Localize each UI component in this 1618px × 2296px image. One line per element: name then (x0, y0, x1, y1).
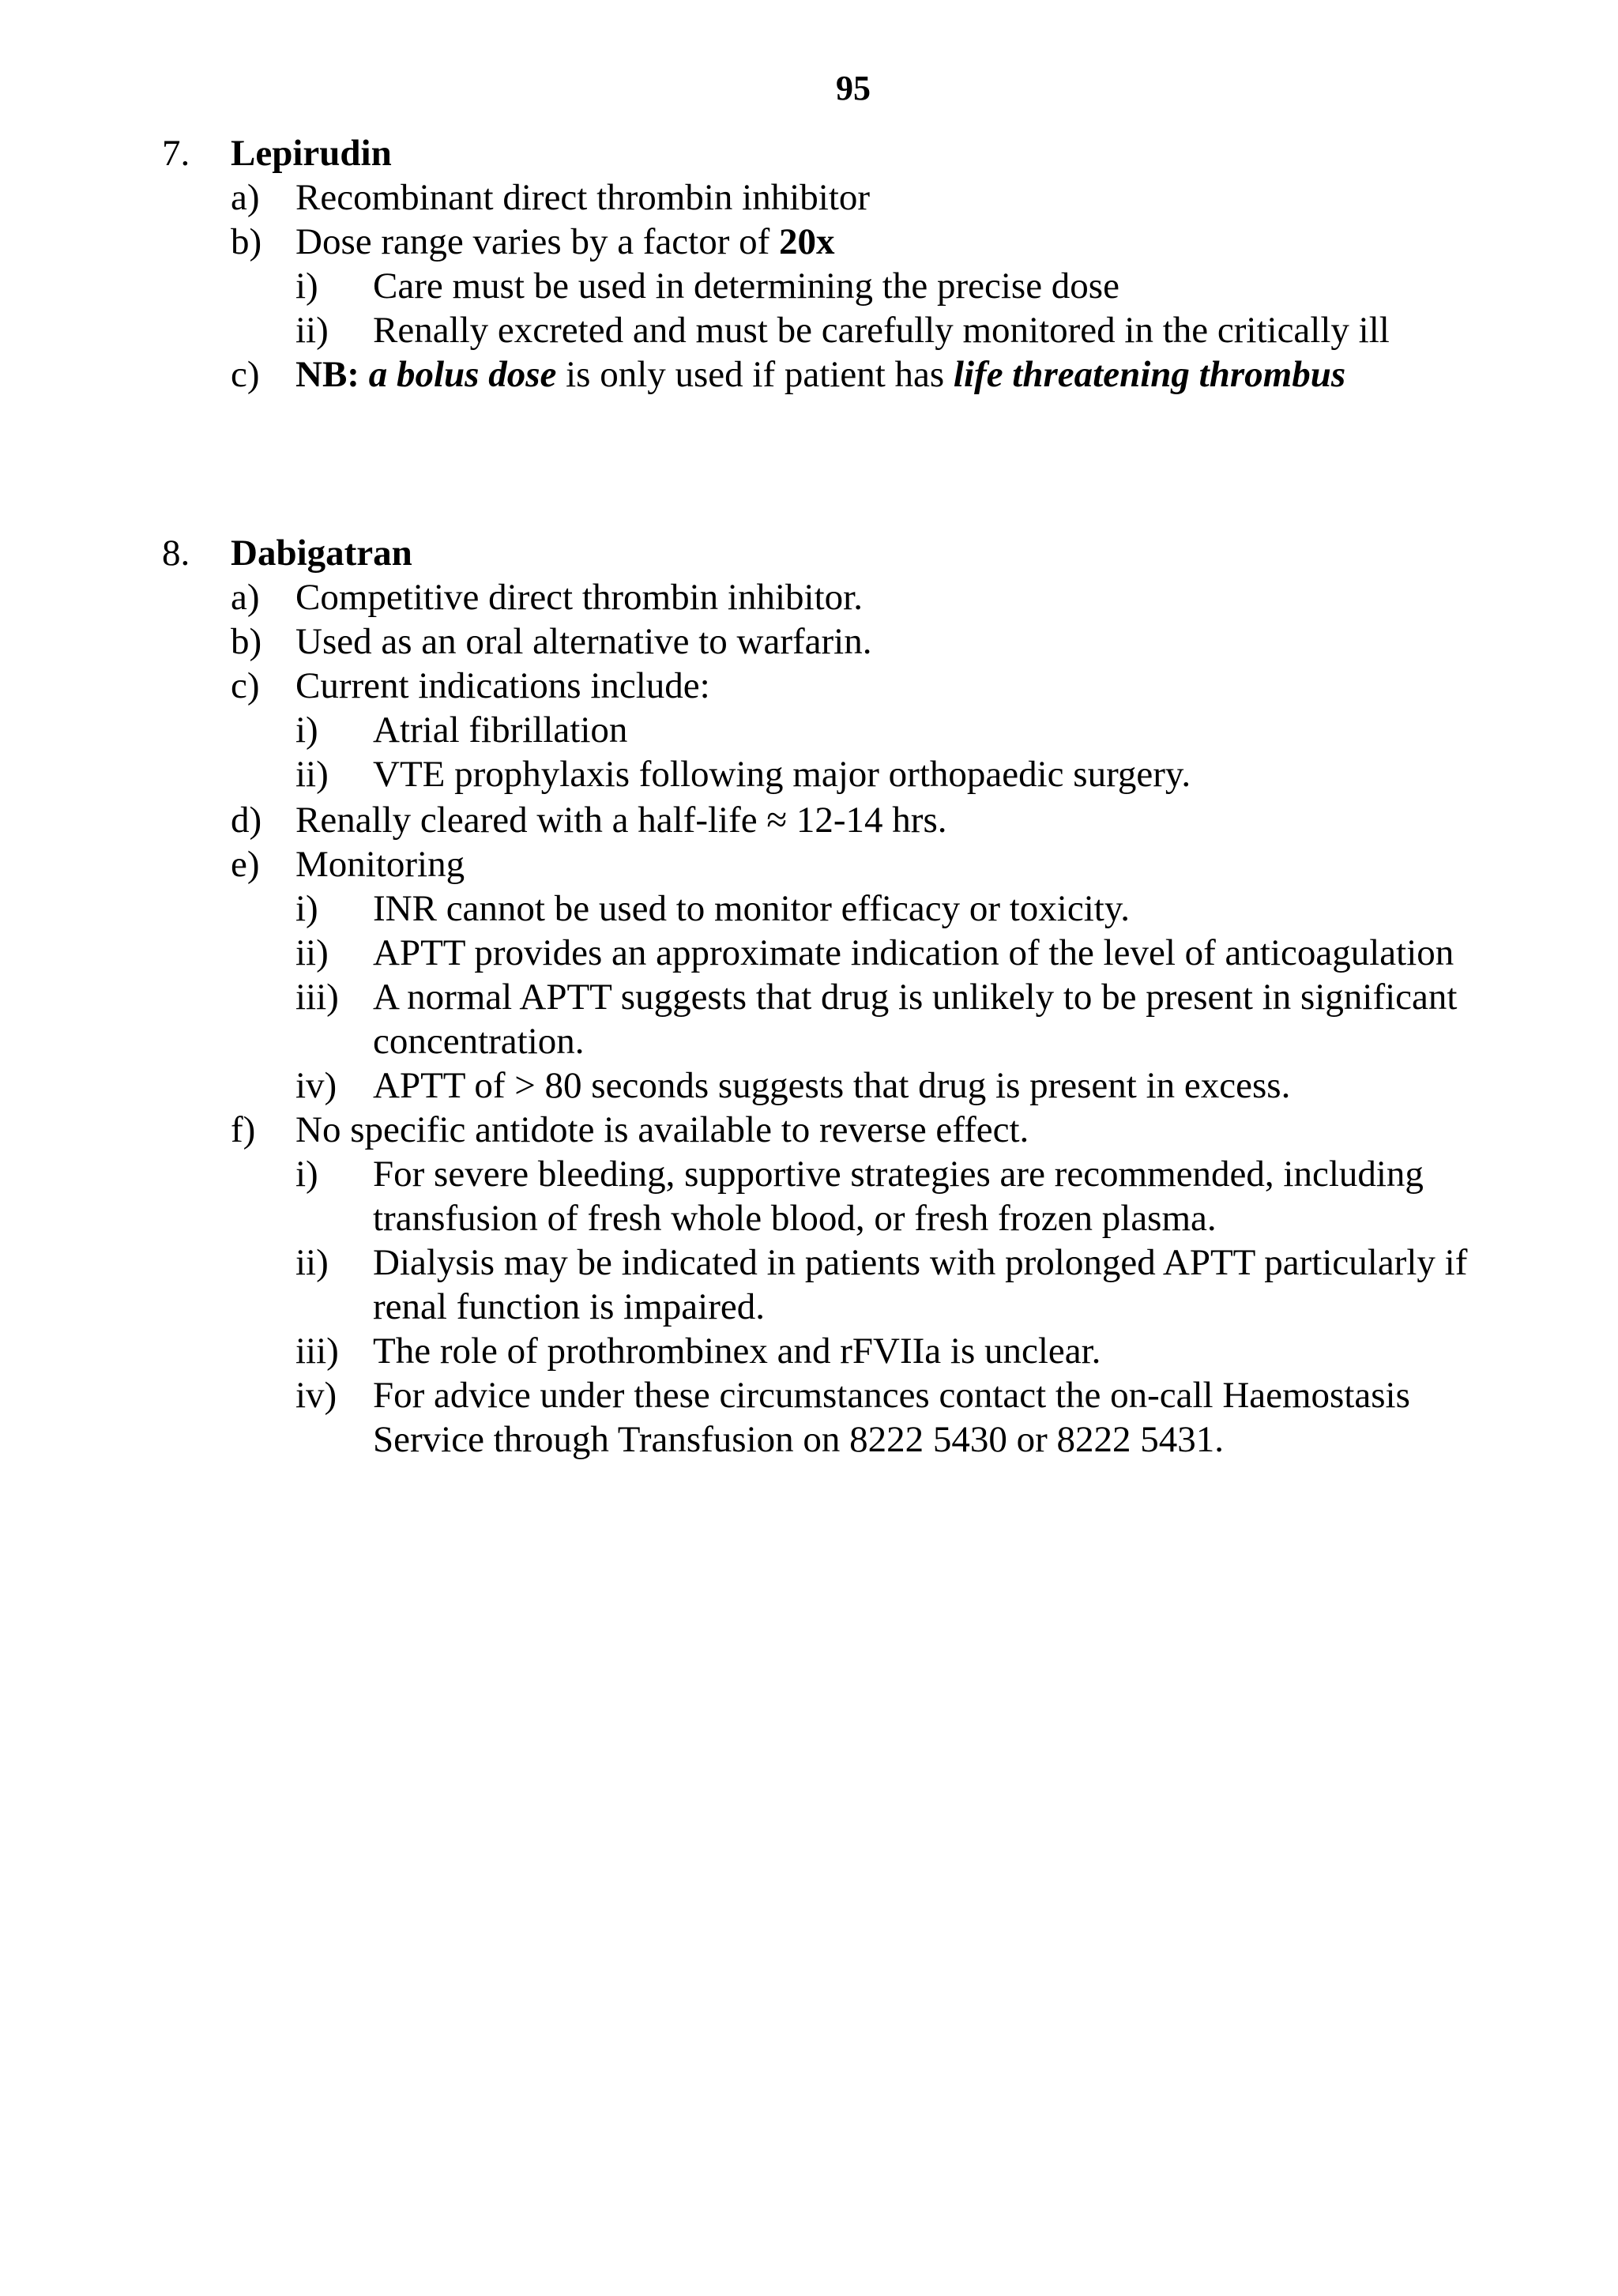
item-text-plain: Dose range varies by a factor of (295, 221, 780, 262)
subitem-text: APTT of > 80 seconds suggests that drug is present in excess. (373, 1065, 1291, 1106)
subitem-text: The role of prothrombinex and rFVIIa is unclear. (373, 1331, 1101, 1372)
item-label: d) (231, 800, 262, 841)
subitem-text: Care must be used in determining the precise dose (373, 265, 1119, 307)
item-text: Renally cleared with a half-life ≈ 12-14 hrs. (295, 800, 947, 841)
item-label: b) (231, 621, 262, 662)
item-label: f) (231, 1109, 256, 1150)
item-label: a) (231, 577, 260, 618)
item-label: a) (231, 177, 260, 218)
nb-note (295, 352, 1345, 397)
item-text-bold: 20x (779, 221, 835, 262)
subitem-text: A normal APTT suggests that drug is unlikely to be present in significant (373, 977, 1458, 1018)
item-text: Current indications include: (295, 665, 710, 706)
subitem-text: Dialysis may be indicated in patients with prolonged APTT particularly if (373, 1242, 1468, 1283)
subitem-label: iii) (295, 977, 339, 1018)
subitem-text: APTT provides an approximate indication of the level of anticoagulation (373, 932, 1454, 973)
section-title: Dabigatran (231, 533, 412, 574)
section-number: 7. (162, 133, 190, 174)
subitem-label: i) (295, 1154, 318, 1195)
subitem-text-continued: renal function is impaired. (373, 1286, 765, 1327)
subitem-text: VTE prophylaxis following major orthopaedic surgery. (373, 754, 1191, 795)
item-text: Used as an oral alternative to warfarin. (295, 621, 872, 662)
subitem-label: i) (295, 710, 318, 751)
item-label: b) (231, 221, 262, 262)
item-text: Competitive direct thrombin inhibitor. (295, 577, 863, 618)
subitem-text-continued: transfusion of fresh whole blood, or fresh frozen plasma. (373, 1198, 1217, 1239)
nb-middle: is only used if patient has (556, 354, 954, 395)
subitem-text: For advice under these circumstances contact the on-call Haemostasis (373, 1375, 1410, 1416)
section-title: Lepirudin (231, 133, 392, 174)
subitem-label: i) (295, 888, 318, 929)
subitem-label: ii) (295, 932, 329, 973)
subitem-label: ii) (295, 1242, 329, 1283)
item-text (295, 220, 835, 264)
subitem-label: i) (295, 265, 318, 307)
subitem-label: ii) (295, 754, 329, 795)
item-label: c) (231, 665, 260, 706)
nb-thrombus: life threatening thrombus (953, 354, 1346, 395)
item-label: e) (231, 844, 260, 885)
subitem-text: Renally excreted and must be carefully monitored in the critically ill (373, 310, 1390, 351)
subitem-text-continued: Service through Transfusion on 8222 5430 or 8222 5431. (373, 1419, 1225, 1460)
subitem-text: For severe bleeding, supportive strategies are recommended, including (373, 1154, 1424, 1195)
item-label: c) (231, 354, 260, 395)
nb-label: NB: (295, 354, 359, 395)
subitem-label: iv) (295, 1375, 337, 1416)
item-text: Recombinant direct thrombin inhibitor (295, 177, 871, 218)
page-number: 95 (836, 69, 871, 107)
subitem-text-continued: concentration. (373, 1021, 585, 1062)
subitem-text: INR cannot be used to monitor efficacy or toxicity. (373, 888, 1131, 929)
subitem-text: Atrial fibrillation (373, 710, 628, 751)
item-text: No specific antidote is available to reverse effect. (295, 1109, 1029, 1150)
subitem-label: iv) (295, 1065, 337, 1106)
subitem-label: iii) (295, 1331, 339, 1372)
subitem-label: ii) (295, 310, 329, 351)
item-text: Monitoring (295, 844, 465, 885)
section-number: 8. (162, 533, 190, 574)
nb-bolus-dose: a bolus dose (368, 354, 557, 395)
